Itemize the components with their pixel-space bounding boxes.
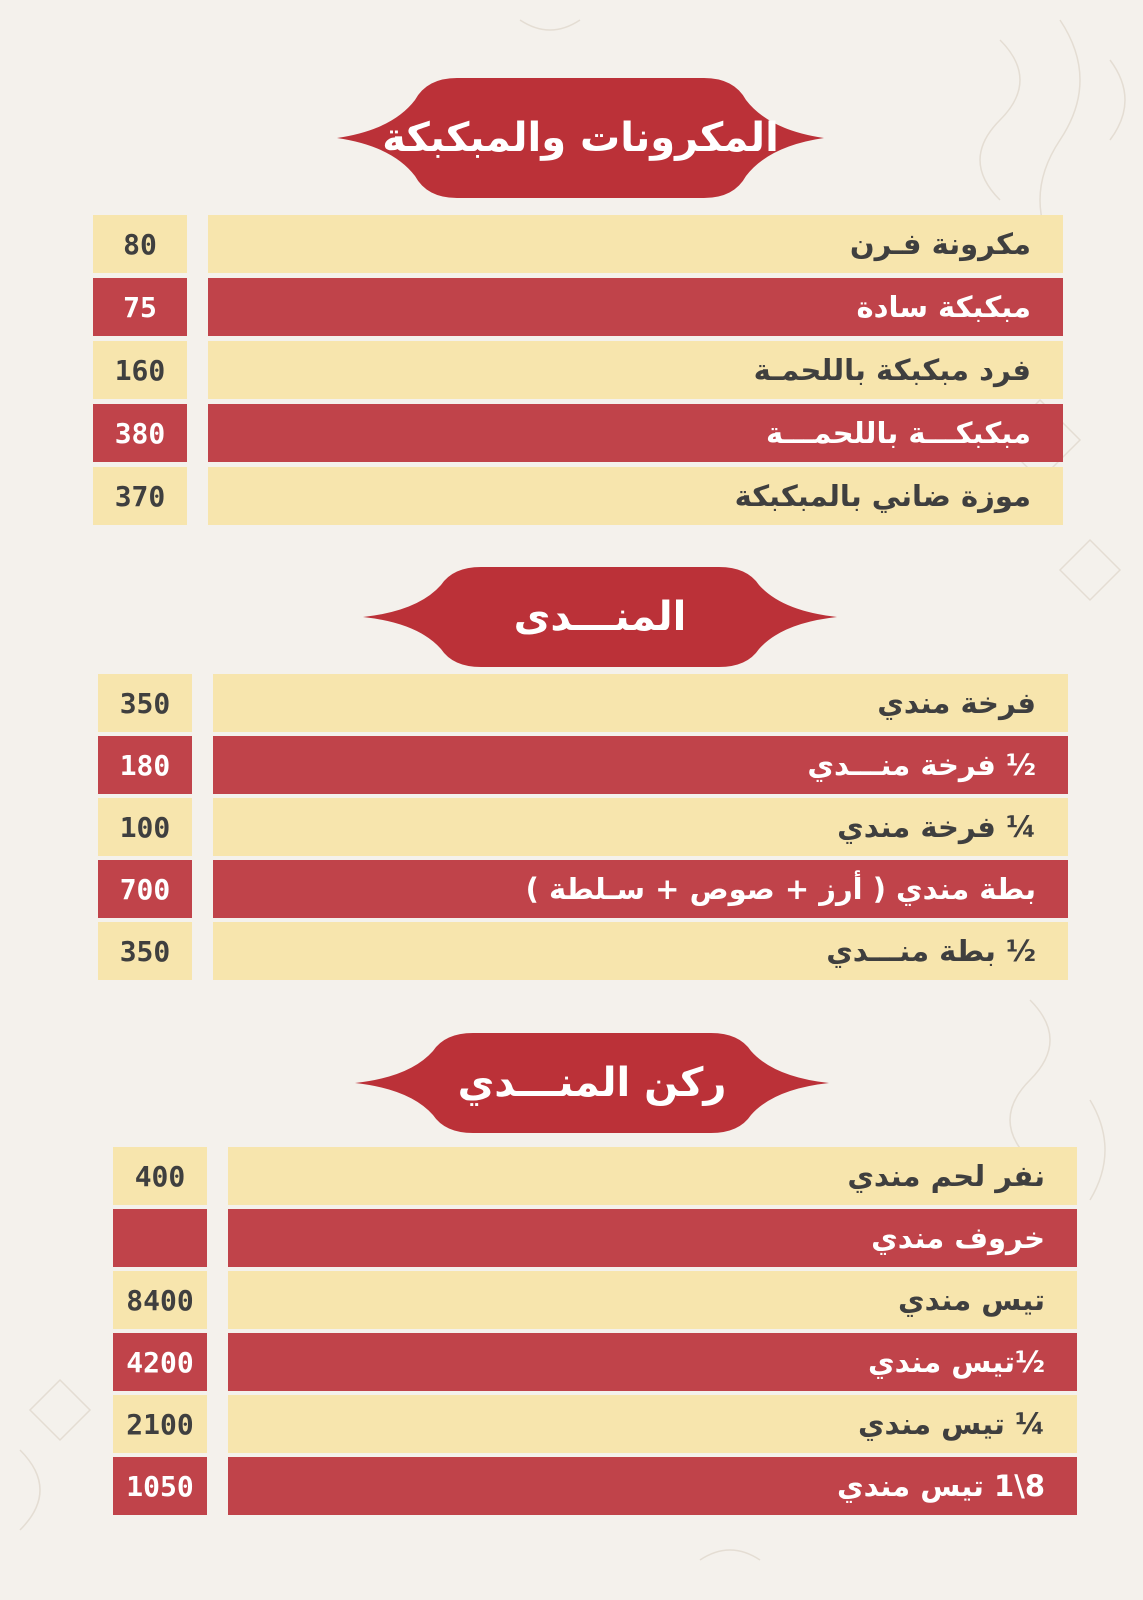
section-banner xyxy=(355,1033,829,1133)
section-title: ركن المنـــدي xyxy=(457,1060,727,1106)
menu-item xyxy=(93,215,1063,273)
menu-item xyxy=(98,860,1068,918)
menu-item xyxy=(113,1271,1077,1329)
item-price: 180 xyxy=(98,736,192,794)
item-price xyxy=(113,1209,207,1267)
item-name: 8\1 تيس مندي xyxy=(228,1457,1077,1515)
menu-item xyxy=(98,736,1068,794)
section-banner xyxy=(363,567,837,667)
menu-item xyxy=(98,674,1068,732)
section-title: المنـــدى xyxy=(513,594,687,640)
item-name: تيس مندي xyxy=(228,1271,1077,1329)
item-name: ¼ فرخة مندي xyxy=(213,798,1068,856)
menu-item xyxy=(113,1395,1077,1453)
item-price: 1050 xyxy=(113,1457,207,1515)
menu-item xyxy=(93,404,1063,462)
menu-item xyxy=(93,278,1063,336)
item-name: مبكبكـــة باللحمـــة xyxy=(208,404,1063,462)
section-banner xyxy=(337,78,824,198)
item-name: ½ فرخة منـــدي xyxy=(213,736,1068,794)
item-name: ¼ تيس مندي xyxy=(228,1395,1077,1453)
item-price: 160 xyxy=(93,341,187,399)
item-name: فرد مبكبكة باللحمـة xyxy=(208,341,1063,399)
item-name: فرخة مندي xyxy=(213,674,1068,732)
menu-item xyxy=(113,1209,1077,1267)
menu-item xyxy=(113,1457,1077,1515)
item-price: 75 xyxy=(93,278,187,336)
menu-item xyxy=(113,1147,1077,1205)
item-price: 400 xyxy=(113,1147,207,1205)
item-price: 700 xyxy=(98,860,192,918)
menu-item xyxy=(98,798,1068,856)
item-name: مبكبكة سادة xyxy=(208,278,1063,336)
item-price: 370 xyxy=(93,467,187,525)
item-price: 80 xyxy=(93,215,187,273)
menu-item xyxy=(93,467,1063,525)
item-price: 100 xyxy=(98,798,192,856)
menu-item xyxy=(98,922,1068,980)
section-title: المكرونات والمبكبكة xyxy=(382,115,779,161)
item-price: 8400 xyxy=(113,1271,207,1329)
item-name: خروف مندي xyxy=(228,1209,1077,1267)
item-name: مكرونة فـرن xyxy=(208,215,1063,273)
item-name: ½تيس مندي xyxy=(228,1333,1077,1391)
item-name: ½ بطة منـــدي xyxy=(213,922,1068,980)
item-price: 4200 xyxy=(113,1333,207,1391)
item-price: 350 xyxy=(98,922,192,980)
item-price: 380 xyxy=(93,404,187,462)
item-name: نفر لحم مندي xyxy=(228,1147,1077,1205)
item-price: 350 xyxy=(98,674,192,732)
item-price: 2100 xyxy=(113,1395,207,1453)
item-name: موزة ضاني بالمبكبكة xyxy=(208,467,1063,525)
menu-item xyxy=(93,341,1063,399)
item-name: بطة مندي ( أرز + صوص + سـلطة ) xyxy=(213,860,1068,918)
menu-item xyxy=(113,1333,1077,1391)
